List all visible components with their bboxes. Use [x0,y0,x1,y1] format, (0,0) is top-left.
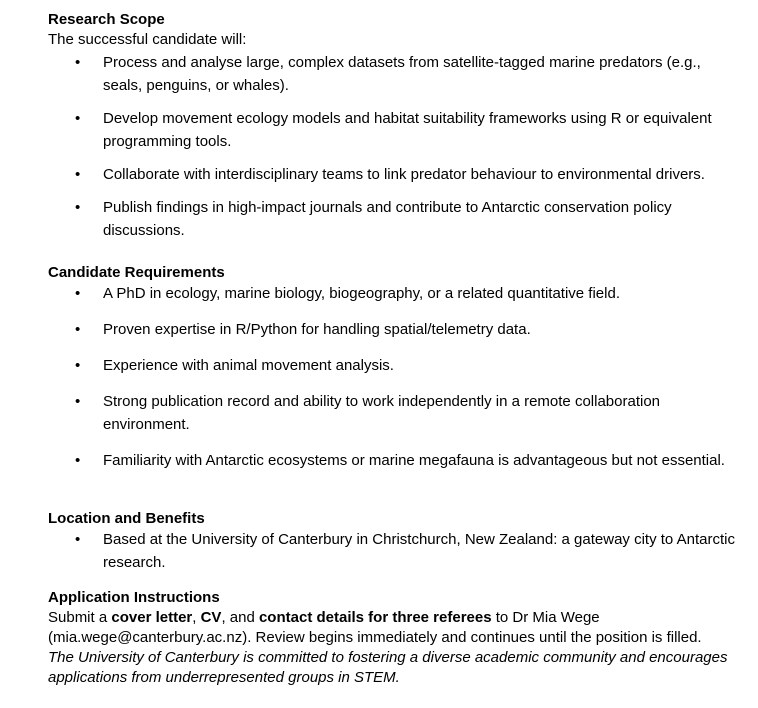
text-run: Submit a [48,609,112,626]
list-item [48,282,738,305]
list-item-text: Proven expertise in R/Python for handling spatial/telemetry data. [103,321,531,338]
bold-contact-details: contact details for three referees [258,609,492,626]
section-heading: Research Scope [48,11,165,28]
list-item [48,318,738,341]
list-item-text: Familiarity with Antarctic ecosystems or marine megafauna is advantageous but not essential. [103,452,725,469]
list-item-text: Strong publication record and ability to work independently in a remote collaboration environment. [103,393,660,433]
list-item-text: Experience with animal movement analysis. [103,357,394,374]
list-item [48,528,738,574]
research-scope-list [48,51,738,242]
text-run: , [192,609,201,626]
list-item-text: Collaborate with interdisciplinary teams to link predator behaviour to environmental drivers. [103,166,705,183]
list-item-text: Develop movement ecology models and habitat suitability frameworks using R or equivalent programming tools. [103,110,712,150]
section-heading: Application Instructions [48,589,220,606]
bold-cv: CV [200,609,222,626]
list-item [48,163,738,186]
list-item-text: A PhD in ecology, marine biology, biogeography, or a related quantitative field. [103,285,620,302]
list-item [48,449,738,472]
bullet-icon: • [75,285,81,302]
bullet-icon: • [75,199,81,216]
section-heading-candidate-requirements: Candidate Requirements [48,264,225,281]
list-item [48,354,738,377]
bullet-icon: • [75,166,81,183]
list-item-text: Publish findings in high-impact journals and contribute to Antarctic conservation policy discussions. [103,199,672,239]
bullet-icon: • [75,357,81,374]
location-benefits-list [48,528,738,574]
bullet-icon: • [75,110,81,127]
application-paragraph [48,608,748,648]
bullet-icon: • [75,531,81,548]
list-item [48,390,738,436]
text-run: , and [221,609,259,626]
bullet-icon: • [75,54,81,71]
text-run: to Dr Mia Wege (mia.wege@canterbury.ac.nz). Review begins immediately and continues until the position is filled. [48,609,702,646]
list-item [48,51,738,97]
candidate-requirements-list [48,282,738,472]
section-intro: The successful candidate will: [48,31,247,48]
bullet-icon: • [75,393,81,410]
list-item [48,107,738,153]
bullet-icon: • [75,321,81,338]
bullet-icon: • [75,452,81,469]
list-item [48,196,738,242]
list-item-text: Process and analyse large, complex datasets from satellite-tagged marine predators (e.g., seals, penguins, or whales). [103,54,701,94]
section-heading-location-benefits: Location and Benefits [48,510,205,527]
bold-cover-letter: cover letter [111,609,193,626]
section-application-instructions [48,588,748,688]
diversity-statement: The University of Canterbury is committed to fostering a diverse academic community and encourages applications from underrepresented groups in STEM. [48,649,728,686]
section-research-scope [48,10,748,50]
list-item-text: Based at the University of Canterbury in Christchurch, New Zealand: a gateway city to Antarctic research. [103,531,735,571]
